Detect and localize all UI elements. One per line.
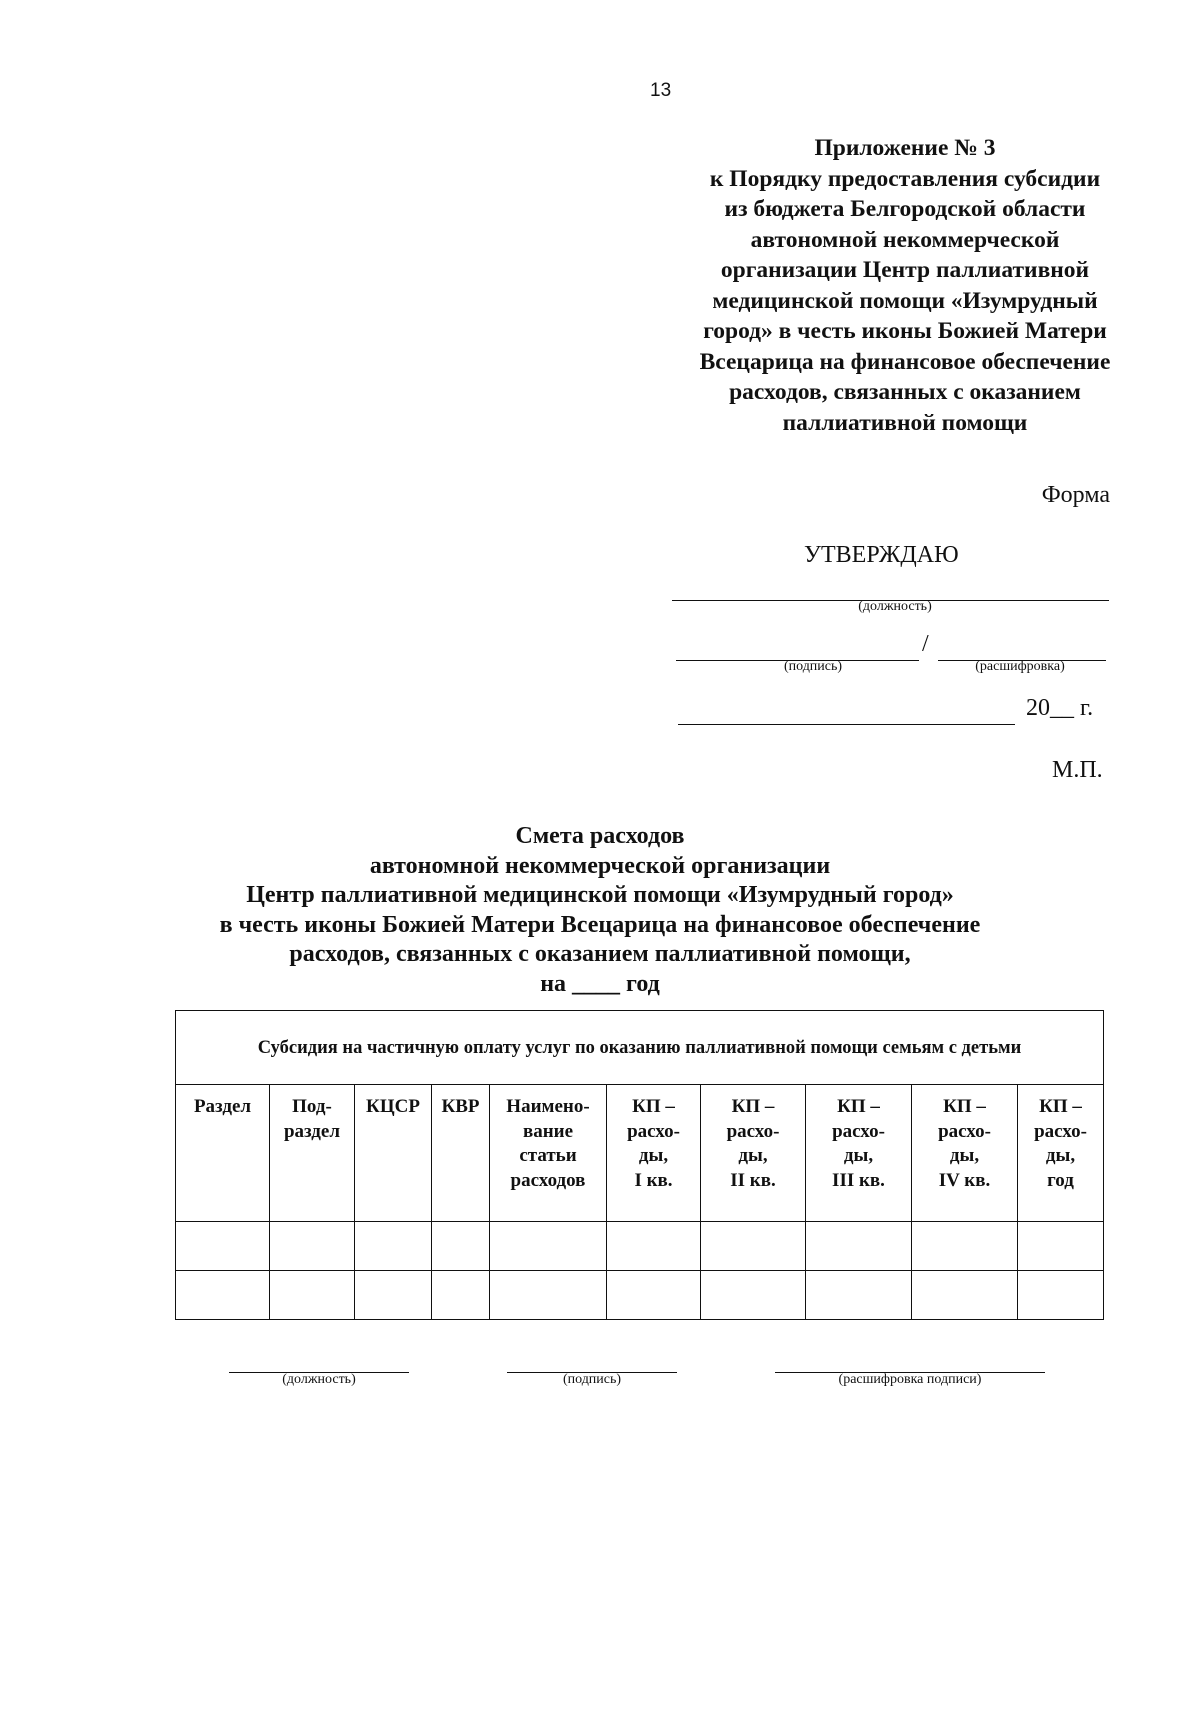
column-header: КП – расхо- ды, III кв. xyxy=(806,1085,912,1222)
column-header: КП – расхо- ды, I кв. xyxy=(607,1085,701,1222)
approval-decoding-caption: (расшифровка) xyxy=(975,659,1065,674)
table-cell[interactable] xyxy=(432,1222,490,1271)
approval-year: 20__ г. xyxy=(1026,695,1094,721)
table-cell[interactable] xyxy=(1018,1271,1104,1320)
approval-position-caption: (должность) xyxy=(858,599,932,614)
table-cell[interactable] xyxy=(912,1222,1018,1271)
title-line: расходов, связанных с оказанием паллиативной помощи, xyxy=(289,941,911,968)
expense-table xyxy=(175,1010,1104,1320)
approval-signature-caption: (подпись) xyxy=(783,659,843,674)
title-line: автономной некоммерческой организации xyxy=(369,852,831,879)
table-cell[interactable] xyxy=(701,1222,806,1271)
table-cell[interactable] xyxy=(355,1222,432,1271)
appendix-line: медицинской помощи «Изумрудный xyxy=(712,287,1098,314)
title-line: на ____ год xyxy=(540,970,660,997)
table-cell[interactable] xyxy=(176,1222,270,1271)
column-header: КЦСР xyxy=(355,1085,432,1222)
appendix-line: Приложение № 3 xyxy=(814,135,996,161)
page-number: 13 xyxy=(650,80,672,101)
table-cell[interactable] xyxy=(270,1271,355,1320)
column-header: Раздел xyxy=(176,1085,270,1222)
table-cell[interactable] xyxy=(490,1271,607,1320)
approval-slash: / xyxy=(922,631,929,657)
table-cell[interactable] xyxy=(490,1222,607,1271)
table-cell[interactable] xyxy=(432,1271,490,1320)
appendix-line: паллиативной помощи xyxy=(782,409,1028,436)
column-header: Под- раздел xyxy=(270,1085,355,1222)
appendix-line: к Порядку предоставления субсидии xyxy=(709,165,1101,192)
title-line: Центр паллиативной медицинской помощи «Изумрудный город» xyxy=(246,882,954,909)
column-header-row xyxy=(176,1085,1104,1222)
column-header: КП – расхо- ды, год xyxy=(1018,1085,1104,1222)
table-cell[interactable] xyxy=(270,1222,355,1271)
appendix-line: расходов, связанных с оказанием xyxy=(729,379,1081,405)
document-title xyxy=(150,822,1050,1000)
table-cell[interactable] xyxy=(607,1222,701,1271)
table-cell[interactable] xyxy=(806,1222,912,1271)
approval-heading: УТВЕРЖДАЮ xyxy=(804,542,959,568)
appendix-header xyxy=(660,133,1150,438)
table-row xyxy=(176,1271,1104,1320)
seal-label: М.П. xyxy=(1052,757,1103,783)
title-line: в честь иконы Божией Матери Всецарица на финансовое обеспечение xyxy=(219,911,981,938)
appendix-line: организации Центр паллиативной xyxy=(720,257,1090,283)
title-line: Смета расходов xyxy=(515,823,685,849)
table-cell[interactable] xyxy=(176,1271,270,1320)
approval-date-line xyxy=(678,724,1015,725)
appendix-line: из бюджета Белгородской области xyxy=(724,196,1086,222)
table-cell[interactable] xyxy=(607,1271,701,1320)
table-header: Субсидия на частичную оплату услуг по оказанию паллиативной помощи семьям с детьми xyxy=(176,1011,1104,1085)
table-cell[interactable] xyxy=(1018,1222,1104,1271)
column-header: КП – расхо- ды, IV кв. xyxy=(912,1085,1018,1222)
table-cell[interactable] xyxy=(806,1271,912,1320)
footer-signature-caption: (подпись) xyxy=(562,1372,622,1387)
table-cell[interactable] xyxy=(912,1271,1018,1320)
table-cell[interactable] xyxy=(701,1271,806,1320)
appendix-line: город» в честь иконы Божией Матери xyxy=(703,318,1107,344)
appendix-line: Всецарица на финансовое обеспечение xyxy=(699,348,1111,375)
appendix-line: автономной некоммерческой xyxy=(750,226,1060,253)
column-header: КП – расхо- ды, II кв. xyxy=(701,1085,806,1222)
footer-decoding-caption: (расшифровка подписи) xyxy=(838,1372,982,1387)
table-cell[interactable] xyxy=(355,1271,432,1320)
footer-position-caption: (должность) xyxy=(282,1372,356,1387)
table-row xyxy=(176,1222,1104,1271)
column-header: КВР xyxy=(432,1085,490,1222)
form-label: Форма xyxy=(1041,482,1110,508)
column-header: Наимено- вание статьи расходов xyxy=(490,1085,607,1222)
